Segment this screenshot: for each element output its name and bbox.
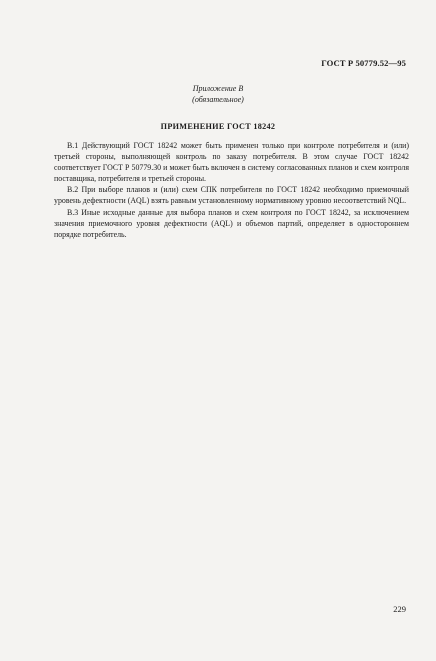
document-header-standard-number: ГОСТ Р 50779.52—95 (321, 58, 406, 68)
appendix-title: Приложение В (192, 84, 244, 93)
paragraph-b2: В.2 При выборе планов и (или) схем СПК потребителя по ГОСТ 18242 необходимо приемочный уровень дефектности (AQL) взять равным установленному нормативному уровню несоответствий NQL. (54, 185, 409, 206)
page-number: 229 (393, 604, 406, 614)
body-text (54, 140, 409, 240)
appendix-heading (0, 84, 436, 105)
appendix-type: (обязательное) (192, 94, 244, 104)
paragraph-b3: В.3 Иные исходные данные для выбора планов и схем контроля по ГОСТ 18242, за исключением значения приемочного уровня дефектности (AQL) и объемов партий, определяет в одностороннем порядке потребитель. (54, 207, 409, 239)
section-title: ПРИМЕНЕНИЕ ГОСТ 18242 (160, 122, 276, 131)
paragraph-b1: В.1 Действующий ГОСТ 18242 может быть применен только при контроле потребителя и (или) третьей стороны, выполняющей контроль по заказу потребителя. В этом случае ГОСТ 18242 соответствует ГОСТ Р 50779.30 и может быть включен в систему согласованных планов и схем контроля поставщика, потребителя и третьей стороны. (54, 141, 409, 184)
